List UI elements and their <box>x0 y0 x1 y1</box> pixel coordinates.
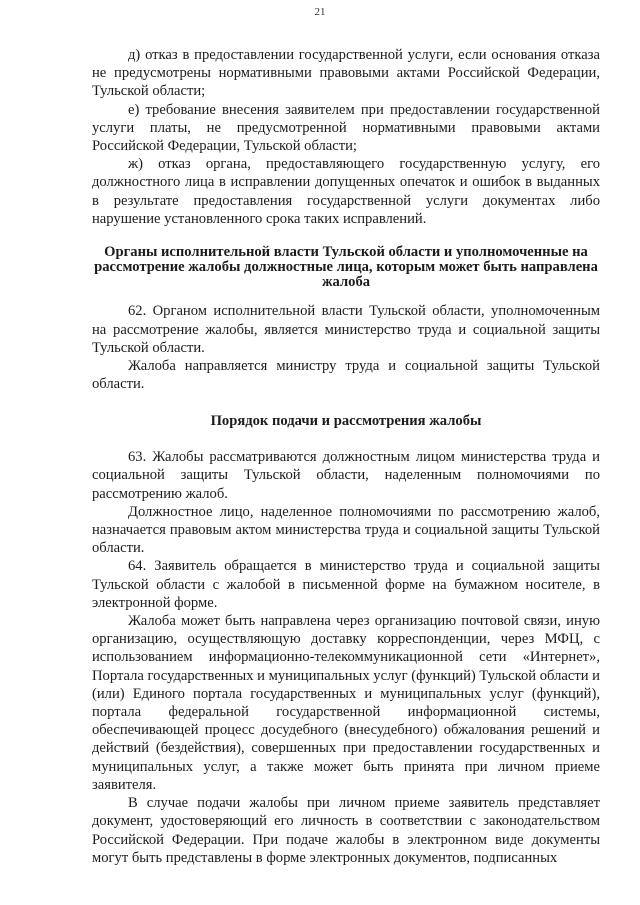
paragraph-submission-channels: Жалоба может быть направлена через организацию почтовой связи, иную организацию, осуществляющую доставку корреспонденции, через МФЦ, с использованием информационно-телекоммуникационной сети «Интернет», Портала государственных и муниципальных услуг (функций) Тульской области и (или) Единого портала государственных и муниципальных услуг (функций), портала федеральной государственной информационной системы, обеспечивающей процесс досудебного (внесудебного) обжалования решений и действий (бездействия), совершенных при предоставлении государственных и муниципальных услуг, а также может быть принята при личном приеме заявителя. <box>92 613 600 793</box>
paragraph-62: 62. Органом исполнительной власти Тульской области, уполномоченным на рассмотрение жалобы, является министерство труда и социальной защиты Тульской области. <box>92 303 600 356</box>
section-heading-procedure: Порядок подачи и рассмотрения жалобы <box>210 413 482 430</box>
page-number: 21 <box>314 6 326 18</box>
paragraph-personal-reception: В случае подачи жалобы при личном приеме заявитель представляет документ, удостоверяющий его личность в соответствии с законодательством Российской Федерации. При подаче жалобы в электронном виде документы могут быть представлены в форме электронных документов, подписанных <box>92 795 600 866</box>
list-item-d: д) отказ в предоставлении государственной услуги, если основания отказа не предусмотрены нормативными правовыми актами Российской Федерации, Тульской области; <box>92 47 600 100</box>
section-heading-authorities: Органы исполнительной власти Тульской области и уполномоченные на рассмотрение жалобы должностные лица, которым может быть направлена жалоба <box>94 244 598 290</box>
paragraph-64: 64. Заявитель обращается в министерство труда и социальной защиты Тульской области с жалобой в письменной форме на бумажном носителе, в электронной форме. <box>92 558 600 611</box>
paragraph-63: 63. Жалобы рассматриваются должностным лицом министерства труда и социальной защиты Тульской области, наделенным полномочиями по рассмотрению жалоб. <box>92 449 600 502</box>
list-item-e: е) требование внесения заявителем при предоставлении государственной услуги платы, не предусмотренной нормативными правовыми актами Российской Федерации, Тульской области; <box>92 101 600 155</box>
document-body <box>92 46 600 867</box>
list-item-zh: ж) отказ органа, предоставляющего государственную услугу, его должностного лица в исправлении допущенных опечаток и ошибок в выданных в результате предоставления государственной услуги документах либо нарушение установленного срока таких исправлений. <box>92 156 600 227</box>
paragraph-official-appointment: Должностное лицо, наделенное полномочиями по рассмотрению жалоб, назначается правовым актом министерства труда и социальной защиты Тульской области. <box>92 503 600 557</box>
paragraph-complaint-addressee: Жалоба направляется министру труда и социальной защиты Тульской области. <box>92 358 600 393</box>
